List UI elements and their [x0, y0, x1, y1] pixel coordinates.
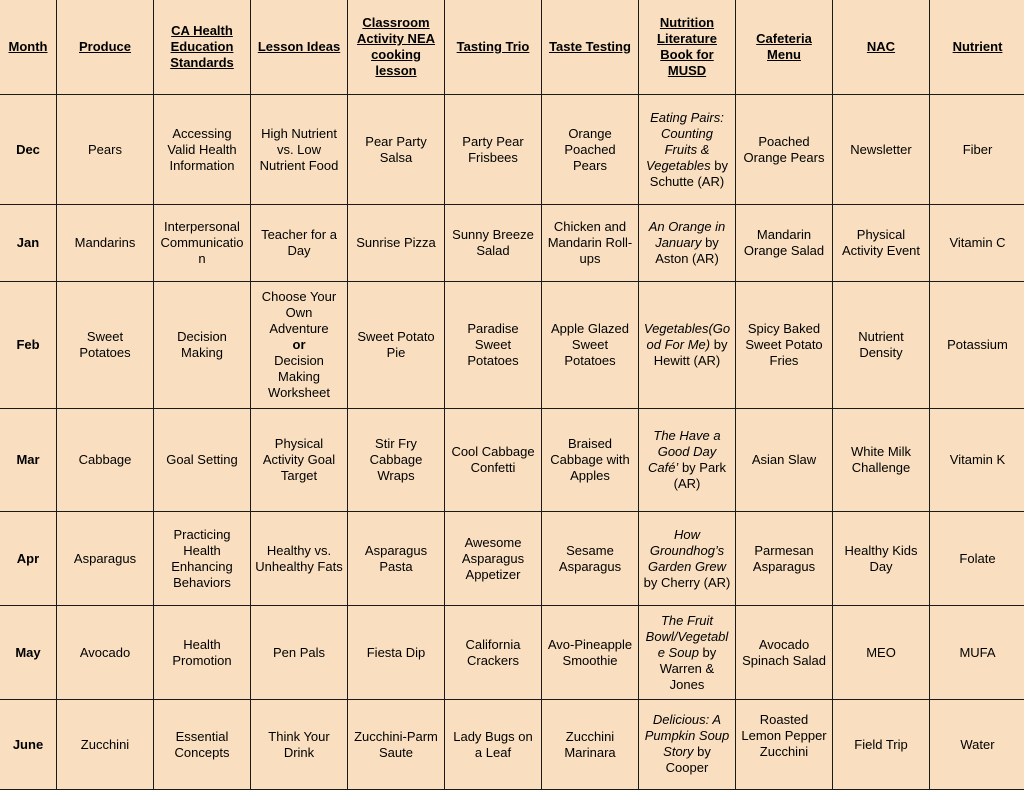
- book-title: Delicious: A Pumpkin Soup Story: [645, 712, 730, 759]
- nutrient-cell: Vitamin K: [930, 409, 1024, 512]
- header-produce: Produce: [57, 0, 154, 95]
- trio-cell: Paradise Sweet Potatoes: [445, 282, 542, 409]
- nutrient-cell: MUFA: [930, 606, 1024, 700]
- book-author: by Aston (AR): [655, 235, 719, 266]
- standard-cell: Decision Making: [154, 282, 251, 409]
- month-cell: May: [0, 606, 57, 700]
- book-cell: [639, 282, 736, 409]
- header-nac: NAC: [833, 0, 930, 95]
- tasting-cell: Apple Glazed Sweet Potatoes: [542, 282, 639, 409]
- activity-cell: Asparagus Pasta: [348, 512, 445, 606]
- lesson-option-b: Decision Making Worksheet: [268, 353, 330, 400]
- tasting-cell: Orange Poached Pears: [542, 95, 639, 205]
- header-lesson-ideas: Lesson Ideas: [251, 0, 348, 95]
- nutrient-cell: Water: [930, 700, 1024, 790]
- menu-cell: Mandarin Orange Salad: [736, 205, 833, 282]
- activity-cell: Pear Party Salsa: [348, 95, 445, 205]
- standard-cell: Practicing Health Enhancing Behaviors: [154, 512, 251, 606]
- month-cell: Feb: [0, 282, 57, 409]
- nac-cell: Nutrient Density: [833, 282, 930, 409]
- tasting-cell: Zucchini Marinara: [542, 700, 639, 790]
- trio-cell: California Crackers: [445, 606, 542, 700]
- lesson-cell: Teacher for a Day: [251, 205, 348, 282]
- lesson-cell: Pen Pals: [251, 606, 348, 700]
- produce-cell: Pears: [57, 95, 154, 205]
- tasting-cell: Avo-Pineapple Smoothie: [542, 606, 639, 700]
- produce-cell: Avocado: [57, 606, 154, 700]
- activity-cell: Zucchini-Parm Saute: [348, 700, 445, 790]
- tasting-cell: Braised Cabbage with Apples: [542, 409, 639, 512]
- trio-cell: Party Pear Frisbees: [445, 95, 542, 205]
- standard-cell: Accessing Valid Health Information: [154, 95, 251, 205]
- activity-cell: Sweet Potato Pie: [348, 282, 445, 409]
- menu-cell: Asian Slaw: [736, 409, 833, 512]
- tasting-cell: Sesame Asparagus: [542, 512, 639, 606]
- standard-cell: Health Promotion: [154, 606, 251, 700]
- header-standards: CA Health Education Standards: [154, 0, 251, 95]
- book-cell: [639, 205, 736, 282]
- table-row: [0, 205, 1024, 282]
- produce-cell: Asparagus: [57, 512, 154, 606]
- book-author: by Cooper: [666, 744, 711, 775]
- nutrient-cell: Vitamin C: [930, 205, 1024, 282]
- lesson-cell: Physical Activity Goal Target: [251, 409, 348, 512]
- book-author: by Hewitt (AR): [654, 337, 728, 368]
- nac-cell: White Milk Challenge: [833, 409, 930, 512]
- book-cell: [639, 512, 736, 606]
- lesson-option-a: Choose Your Own Adventure: [262, 289, 336, 336]
- menu-cell: Spicy Baked Sweet Potato Fries: [736, 282, 833, 409]
- nutrient-cell: Fiber: [930, 95, 1024, 205]
- produce-cell: Zucchini: [57, 700, 154, 790]
- book-author: by Schutte (AR): [650, 158, 728, 189]
- activity-cell: Fiesta Dip: [348, 606, 445, 700]
- lesson-cell: [251, 282, 348, 409]
- nutrient-cell: Folate: [930, 512, 1024, 606]
- table-row: [0, 512, 1024, 606]
- book-title: Vegetables(Good For Me): [644, 321, 730, 352]
- activity-cell: Sunrise Pizza: [348, 205, 445, 282]
- nac-cell: Healthy Kids Day: [833, 512, 930, 606]
- nac-cell: MEO: [833, 606, 930, 700]
- lesson-cell: Healthy vs. Unhealthy Fats: [251, 512, 348, 606]
- lesson-cell: Think Your Drink: [251, 700, 348, 790]
- nac-cell: Newsletter: [833, 95, 930, 205]
- trio-cell: Cool Cabbage Confetti: [445, 409, 542, 512]
- book-cell: [639, 606, 736, 700]
- book-author: by Cherry (AR): [644, 575, 731, 590]
- nac-cell: Field Trip: [833, 700, 930, 790]
- menu-cell: Roasted Lemon Pepper Zucchini: [736, 700, 833, 790]
- produce-cell: Cabbage: [57, 409, 154, 512]
- header-nutrient: Nutrient: [930, 0, 1024, 95]
- table-row: [0, 95, 1024, 205]
- trio-cell: Sunny Breeze Salad: [445, 205, 542, 282]
- month-cell: Jan: [0, 205, 57, 282]
- trio-cell: Awesome Asparagus Appetizer: [445, 512, 542, 606]
- table-row: [0, 700, 1024, 790]
- book-title: The Fruit Bowl/Vegetable Soup: [646, 613, 729, 660]
- book-cell: [639, 95, 736, 205]
- table-row: [0, 606, 1024, 700]
- book-author: by Warren & Jones: [660, 645, 716, 692]
- tasting-cell: Chicken and Mandarin Roll-ups: [542, 205, 639, 282]
- header-month: Month: [0, 0, 57, 95]
- header-classroom-activity: Classroom Activity NEA cooking lesson: [348, 0, 445, 95]
- book-cell: [639, 700, 736, 790]
- lesson-or: or: [293, 337, 306, 352]
- menu-cell: Poached Orange Pears: [736, 95, 833, 205]
- menu-cell: Avocado Spinach Salad: [736, 606, 833, 700]
- book-title: How Groundhog’s Garden Grew: [648, 527, 726, 574]
- header-cafeteria-menu: Cafeteria Menu: [736, 0, 833, 95]
- header-row: [0, 0, 1024, 95]
- table-row: [0, 409, 1024, 512]
- month-cell: Mar: [0, 409, 57, 512]
- menu-cell: Parmesan Asparagus: [736, 512, 833, 606]
- nac-cell: Physical Activity Event: [833, 205, 930, 282]
- header-tasting-trio: Tasting Trio: [445, 0, 542, 95]
- standard-cell: Essential Concepts: [154, 700, 251, 790]
- table-row: [0, 282, 1024, 409]
- book-author: by Park (AR): [674, 460, 726, 491]
- produce-cell: Sweet Potatoes: [57, 282, 154, 409]
- book-cell: [639, 409, 736, 512]
- month-cell: June: [0, 700, 57, 790]
- produce-cell: Mandarins: [57, 205, 154, 282]
- standard-cell: Goal Setting: [154, 409, 251, 512]
- standard-cell: Interpersonal Communication: [154, 205, 251, 282]
- activity-cell: Stir Fry Cabbage Wraps: [348, 409, 445, 512]
- header-taste-testing: Taste Testing: [542, 0, 639, 95]
- month-cell: Apr: [0, 512, 57, 606]
- header-nutrition-literature: Nutrition Literature Book for MUSD: [639, 0, 736, 95]
- nutrient-cell: Potassium: [930, 282, 1024, 409]
- lesson-cell: High Nutrient vs. Low Nutrient Food: [251, 95, 348, 205]
- trio-cell: Lady Bugs on a Leaf: [445, 700, 542, 790]
- book-title: An Orange in January: [649, 219, 726, 250]
- month-cell: Dec: [0, 95, 57, 205]
- book-title: The Have a Good Day Café’: [648, 428, 721, 475]
- book-title: Eating Pairs: Counting Fruits & Vegetables: [646, 110, 724, 173]
